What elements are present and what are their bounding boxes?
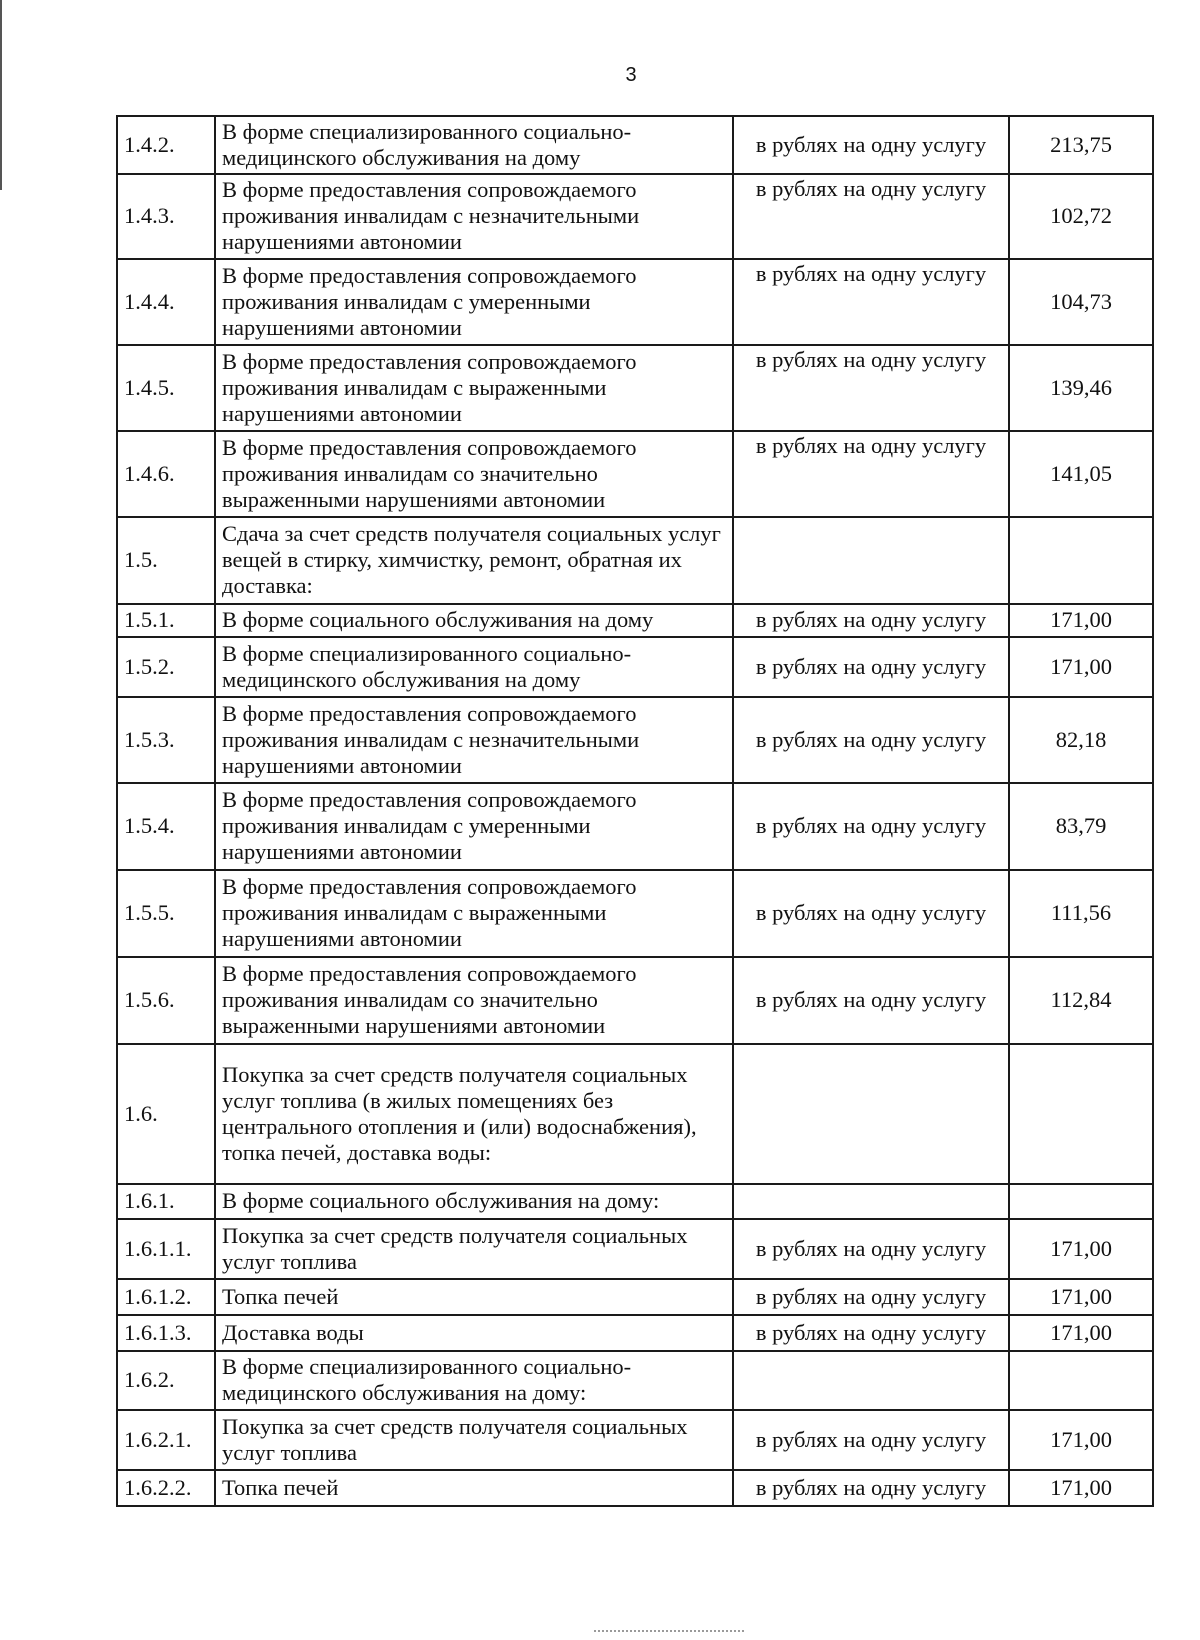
- table-row: [117, 697, 1153, 783]
- price-cell: [1009, 1410, 1153, 1470]
- table-row: [117, 957, 1153, 1044]
- price-value: 141,05: [1050, 460, 1112, 486]
- price-cell: [1009, 517, 1153, 604]
- unit-text: в рублях на одну услугу: [755, 813, 987, 838]
- table-row: [117, 259, 1153, 345]
- table-row: [117, 1184, 1153, 1219]
- price-cell: [1009, 431, 1153, 517]
- table-row: [117, 174, 1153, 259]
- table-row: [117, 604, 1153, 637]
- table-row: [117, 1410, 1153, 1470]
- price-value: 171,00: [1050, 653, 1112, 679]
- service-name: В форме специализированного социально-медицинского обслуживания на дому: [215, 116, 733, 174]
- row-number: 1.5.: [117, 517, 215, 604]
- unit-text: в рублях на одну услугу: [755, 653, 987, 679]
- unit-cell: [733, 783, 1009, 870]
- row-number: 1.6.1.: [117, 1184, 215, 1219]
- price-value: 104,73: [1050, 288, 1112, 314]
- unit-cell: [733, 957, 1009, 1044]
- row-number: 1.5.5.: [117, 870, 215, 957]
- service-name: В форме предоставления сопровождаемого проживания инвалидам со значительно выраженными нарушениями автономии: [215, 957, 733, 1044]
- service-name: Топка печей: [215, 1279, 733, 1315]
- unit-cell: [733, 1279, 1009, 1315]
- service-name: Доставка воды: [215, 1315, 733, 1351]
- price-cell: [1009, 1044, 1153, 1184]
- row-number: 1.5.4.: [117, 783, 215, 870]
- price-cell: [1009, 1219, 1153, 1279]
- unit-text: в рублях на одну услугу: [755, 900, 987, 925]
- price-value: 102,72: [1050, 203, 1112, 228]
- page-number: 3: [625, 64, 637, 86]
- row-number: 1.5.1.: [117, 604, 215, 637]
- price-value: 171,00: [1050, 1474, 1112, 1500]
- row-number: 1.4.5.: [117, 345, 215, 431]
- service-name: В форме социального обслуживания на дому: [215, 604, 733, 637]
- service-name: В форме социального обслуживания на дому:: [215, 1184, 733, 1219]
- price-value: 171,00: [1050, 1283, 1112, 1309]
- table-row: [117, 783, 1153, 870]
- price-cell: [1009, 1351, 1153, 1410]
- unit-text: в рублях на одну услугу: [755, 347, 987, 372]
- service-name: В форме предоставления сопровождаемого проживания инвалидам с выраженными нарушениями автономии: [215, 345, 733, 431]
- table-row: [117, 431, 1153, 517]
- row-number: 1.4.3.: [117, 174, 215, 259]
- unit-cell: [733, 637, 1009, 697]
- unit-cell: [733, 517, 1009, 604]
- unit-text: в рублях на одну услугу: [755, 176, 987, 201]
- service-name: В форме предоставления сопровождаемого проживания инвалидам с выраженными нарушениями автономии: [215, 870, 733, 957]
- unit-text: в рублях на одну услугу: [755, 261, 987, 286]
- service-name: Покупка за счет средств получателя социальных услуг топлива (в жилых помещениях без центрального отопления и (или) водоснабжения), топка печей, доставка воды:: [215, 1044, 733, 1184]
- service-name: Топка печей: [215, 1470, 733, 1506]
- table-row: [117, 637, 1153, 697]
- unit-text: в рублях на одну услугу: [755, 1283, 987, 1309]
- unit-text: в рублях на одну услугу: [755, 1319, 987, 1345]
- table-row: [117, 1470, 1153, 1506]
- row-number: 1.4.4.: [117, 259, 215, 345]
- row-number: 1.6.2.: [117, 1351, 215, 1410]
- price-value: 139,46: [1050, 374, 1112, 400]
- table-row: [117, 1315, 1153, 1351]
- unit-text: в рублях на одну услугу: [755, 433, 987, 458]
- row-number: 1.6.: [117, 1044, 215, 1184]
- unit-text: в рублях на одну услугу: [755, 726, 987, 752]
- service-name: В форме предоставления сопровождаемого проживания инвалидам с умеренными нарушениями автономии: [215, 259, 733, 345]
- price-cell: [1009, 697, 1153, 783]
- tariff-table: [116, 115, 1154, 1507]
- table-row: [117, 1044, 1153, 1184]
- price-value: 171,00: [1050, 1235, 1112, 1261]
- price-cell: [1009, 1279, 1153, 1315]
- table-row: [117, 517, 1153, 604]
- unit-text: в рублях на одну услугу: [755, 131, 987, 157]
- row-number: 1.4.6.: [117, 431, 215, 517]
- service-name: Сдача за счет средств получателя социальных услуг вещей в стирку, химчистку, ремонт, обратная их доставка:: [215, 517, 733, 604]
- price-cell: [1009, 1470, 1153, 1506]
- unit-text: в рублях на одну услугу: [755, 1474, 987, 1500]
- price-value: 171,00: [1050, 1319, 1112, 1345]
- service-name: В форме предоставления сопровождаемого проживания инвалидам с незначительными нарушениями автономии: [215, 174, 733, 259]
- table-row: [117, 1219, 1153, 1279]
- unit-text: в рублях на одну услугу: [755, 1426, 987, 1452]
- table-row: [117, 345, 1153, 431]
- row-number: 1.6.2.2.: [117, 1470, 215, 1506]
- unit-cell: [733, 1470, 1009, 1506]
- unit-cell: [733, 1351, 1009, 1410]
- price-cell: [1009, 957, 1153, 1044]
- price-cell: [1009, 345, 1153, 431]
- price-cell: [1009, 174, 1153, 259]
- unit-cell: [733, 259, 1009, 345]
- service-name: Покупка за счет средств получателя социальных услуг топлива: [215, 1410, 733, 1470]
- unit-text: в рублях на одну услугу: [755, 607, 987, 632]
- price-cell: [1009, 259, 1153, 345]
- service-name: В форме специализированного социально-медицинского обслуживания на дому: [215, 637, 733, 697]
- unit-cell: [733, 116, 1009, 174]
- price-cell: [1009, 637, 1153, 697]
- unit-text: в рублях на одну услугу: [755, 987, 987, 1012]
- unit-cell: [733, 1219, 1009, 1279]
- unit-cell: [733, 431, 1009, 517]
- service-name: В форме специализированного социально-медицинского обслуживания на дому:: [215, 1351, 733, 1410]
- table-row: [117, 116, 1153, 174]
- price-value: 82,18: [1055, 726, 1107, 752]
- row-number: 1.5.3.: [117, 697, 215, 783]
- price-cell: [1009, 116, 1153, 174]
- table-row: [117, 870, 1153, 957]
- table-row: [117, 1279, 1153, 1315]
- unit-cell: [733, 1410, 1009, 1470]
- scan-footer-mark: [594, 1630, 744, 1635]
- row-number: 1.6.1.1.: [117, 1219, 215, 1279]
- row-number: 1.4.2.: [117, 116, 215, 174]
- price-cell: [1009, 783, 1153, 870]
- scan-edge-line: [0, 0, 2, 190]
- table-row: [117, 1351, 1153, 1410]
- price-cell: [1009, 604, 1153, 637]
- price-cell: [1009, 870, 1153, 957]
- unit-cell: [733, 870, 1009, 957]
- price-value: 171,00: [1050, 607, 1112, 632]
- service-name: В форме предоставления сопровождаемого проживания инвалидам со значительно выраженными нарушениями автономии: [215, 431, 733, 517]
- unit-cell: [733, 1315, 1009, 1351]
- unit-text: в рублях на одну услугу: [755, 1235, 987, 1261]
- price-value: 111,56: [1050, 900, 1112, 925]
- unit-cell: [733, 604, 1009, 637]
- row-number: 1.5.2.: [117, 637, 215, 697]
- unit-cell: [733, 174, 1009, 259]
- service-name: В форме предоставления сопровождаемого проживания инвалидам с умеренными нарушениями автономии: [215, 783, 733, 870]
- price-cell: [1009, 1315, 1153, 1351]
- unit-cell: [733, 697, 1009, 783]
- unit-cell: [733, 345, 1009, 431]
- service-name: Покупка за счет средств получателя социальных услуг топлива: [215, 1219, 733, 1279]
- unit-cell: [733, 1184, 1009, 1219]
- price-value: 171,00: [1050, 1426, 1112, 1452]
- price-value: 112,84: [1050, 987, 1112, 1012]
- row-number: 1.5.6.: [117, 957, 215, 1044]
- row-number: 1.6.2.1.: [117, 1410, 215, 1470]
- row-number: 1.6.1.3.: [117, 1315, 215, 1351]
- price-cell: [1009, 1184, 1153, 1219]
- service-name: В форме предоставления сопровождаемого проживания инвалидам с незначительными нарушениями автономии: [215, 697, 733, 783]
- price-value: 83,79: [1055, 813, 1107, 838]
- price-value: 213,75: [1050, 131, 1112, 157]
- unit-cell: [733, 1044, 1009, 1184]
- row-number: 1.6.1.2.: [117, 1279, 215, 1315]
